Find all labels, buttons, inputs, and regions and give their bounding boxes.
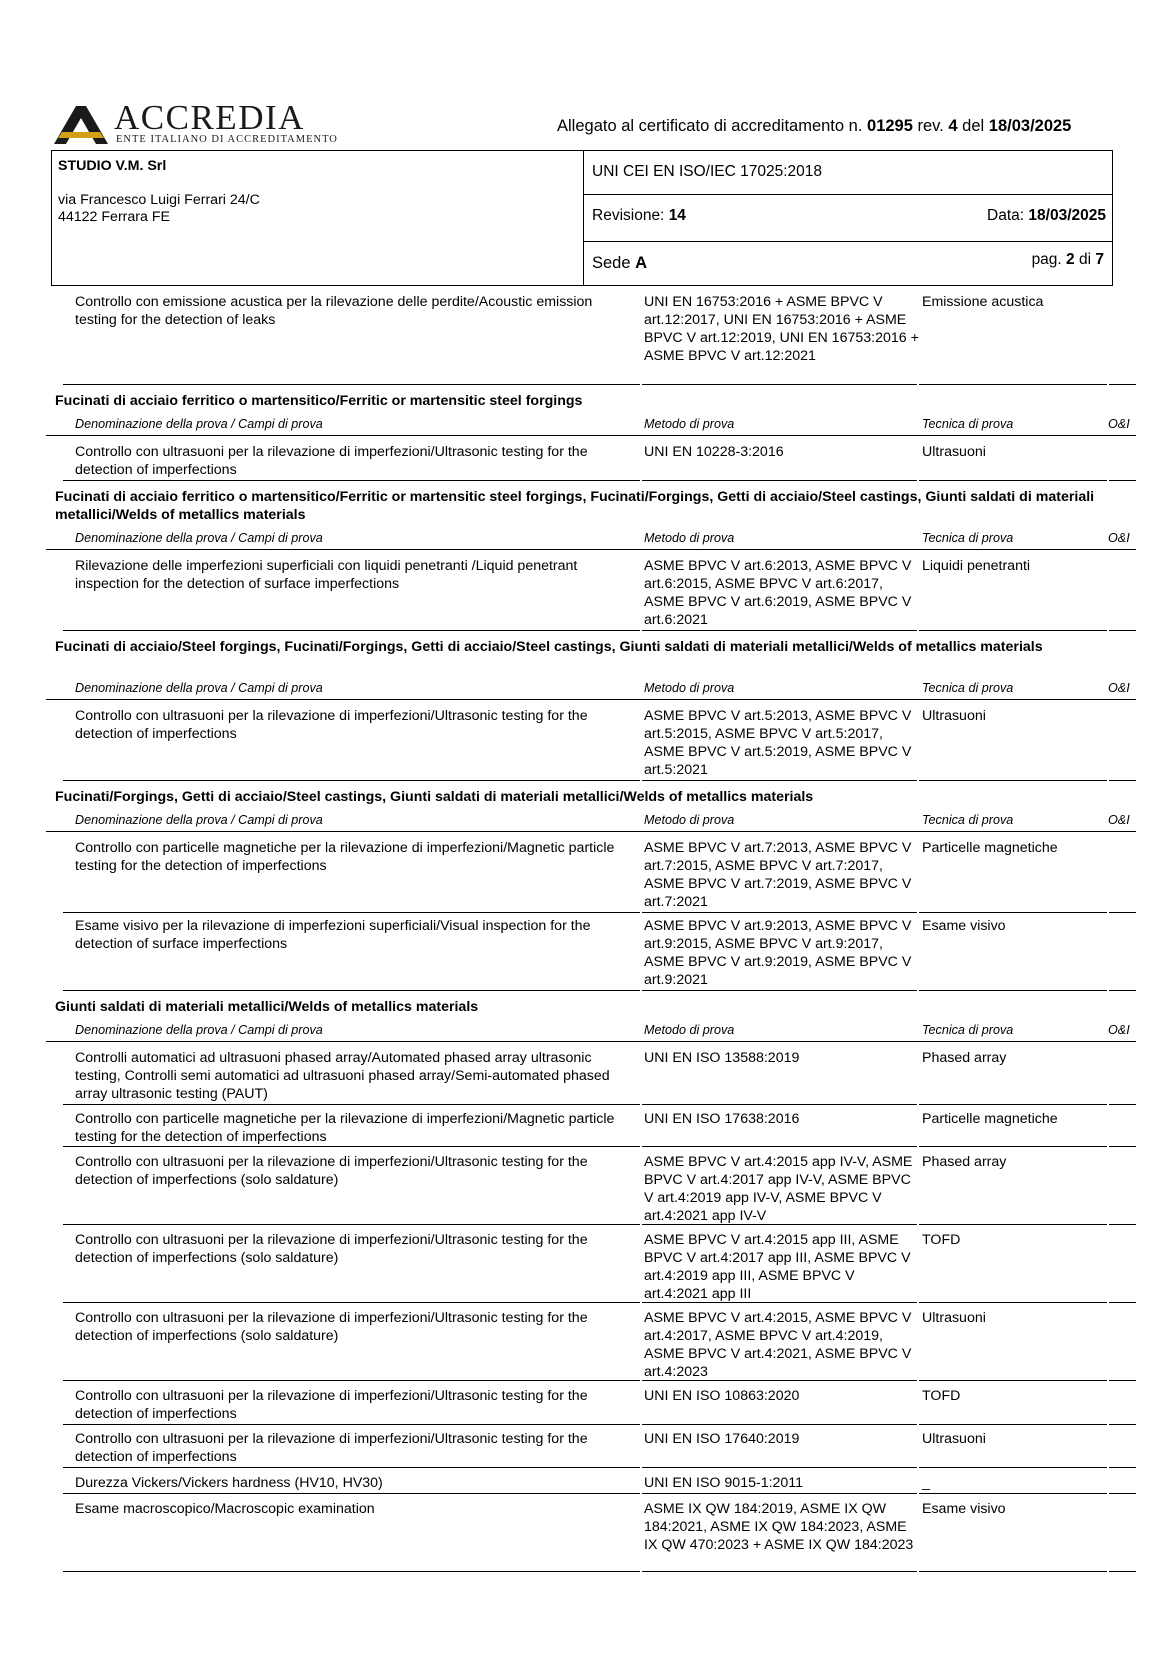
test-method: UNI EN ISO 17638:2016 [644,1111,800,1127]
logo-subtitle: ENTE ITALIANO DI ACCREDITAMENTO [116,134,338,145]
test-technique: Esame visivo [922,918,1006,934]
test-method: ASME BPVC V art.7:2013, ASME BPVC V art.7:2015, ASME BPVC V art.7:2017, ASME BPVC V art.7:2019, ASME BPVC V art.7:2021 [644,840,912,910]
test-technique: _ [922,1475,930,1491]
column-header-method: Metodo di prova [644,681,735,695]
section-title: Fucinati di acciaio ferritico o martensitico/Ferritic or martensitic steel forgings [55,393,583,409]
test-technique: Phased array [922,1050,1007,1066]
site: Sede A [592,254,648,272]
section-title: Fucinati/Forgings, Getti di acciaio/Steel castings, Giunti saldati di materiali metallici/Welds of metallics materials [55,789,814,805]
column-header-test: Denominazione della prova / Campi di prova [75,417,323,431]
column-header-technique: Tecnica di prova [922,531,1014,545]
section-title: Fucinati di acciaio ferritico o martensitico/Ferritic or martensitic steel forgings, Fucinati/Forgings, Getti di acciaio/Steel castings, Giunti saldati di materiali metallici/Welds of metallics materials [55,489,1095,523]
test-technique: Ultrasuoni [922,1431,986,1447]
test-technique: TOFD [922,1232,961,1248]
test-method: UNI EN 10228-3:2016 [644,444,784,460]
column-header-test: Denominazione della prova / Campi di prova [75,813,323,827]
test-technique: Emissione acustica [922,294,1044,310]
column-header-method: Metodo di prova [644,531,735,545]
test-technique: Particelle magnetiche [922,840,1058,856]
standard-label: UNI CEI EN ISO/IEC 17025:2018 [592,163,823,180]
column-header-technique: Tecnica di prova [922,417,1014,431]
test-method: ASME IX QW 184:2019, ASME IX QW 184:2021, ASME IX QW 184:2023, ASME IX QW 470:2023 + ASME IX QW 184:2023 [644,1501,914,1553]
column-header-method: Metodo di prova [644,1023,735,1037]
test-technique: Esame visivo [922,1501,1006,1517]
column-header-test: Denominazione della prova / Campi di prova [75,1023,323,1037]
test-method: ASME BPVC V art.4:2015 app III, ASME BPVC V art.4:2017 app III, ASME BPVC V art.4:2019 app III, ASME BPVC V art.4:2021 app III [644,1232,911,1302]
test-method: UNI EN ISO 10863:2020 [644,1388,800,1404]
test-method: UNI EN 16753:2016 + ASME BPVC V art.12:2017, UNI EN 16753:2016 + ASME BPVC V art.12:2019, UNI EN 16753:2016 + ASME BPVC V art.12:2021 [644,294,919,364]
test-technique: Ultrasuoni [922,444,986,460]
column-header-technique: Tecnica di prova [922,1023,1014,1037]
page-number: pag. 2 di 7 [1031,251,1104,268]
certificate-line: Allegato al certificato di accreditamento n. 01295 rev. 4 del 18/03/2025 [557,117,1072,135]
test-name: Controllo con ultrasuoni per la rilevazione di imperfezioni/Ultrasonic testing for the detection of imperfections (solo saldature) [75,1232,588,1266]
issue-date: Data: 18/03/2025 [987,207,1106,224]
column-header-technique: Tecnica di prova [922,813,1014,827]
test-method: ASME BPVC V art.9:2013, ASME BPVC V art.9:2015, ASME BPVC V art.9:2017, ASME BPVC V art.9:2019, ASME BPVC V art.9:2021 [644,918,912,988]
column-header-oi: O&I [1108,417,1130,431]
test-technique: Liquidi penetranti [922,558,1031,574]
column-header-method: Metodo di prova [644,417,735,431]
address-line-1: via Francesco Luigi Ferrari 24/C [58,192,260,208]
test-method: UNI EN ISO 13588:2019 [644,1050,800,1066]
test-name: Controllo con emissione acustica per la rilevazione delle perdite/Acoustic emission testing for the detection of leaks [75,294,593,328]
test-technique: Ultrasuoni [922,1310,986,1326]
test-name: Controllo con particelle magnetiche per la rilevazione di imperfezioni/Magnetic particle testing for the detection of imperfections [75,840,615,874]
test-method: ASME BPVC V art.6:2013, ASME BPVC V art.6:2015, ASME BPVC V art.6:2017, ASME BPVC V art.6:2019, ASME BPVC V art.6:2021 [644,558,912,628]
column-header-oi: O&I [1108,531,1130,545]
column-header-oi: O&I [1108,1023,1130,1037]
test-name: Esame visivo per la rilevazione di imperfezioni superficiali/Visual inspection for the detection of surface imperfections [75,918,591,952]
test-name: Controllo con ultrasuoni per la rilevazione di imperfezioni/Ultrasonic testing for the detection of imperfections [75,1431,588,1465]
test-technique: Particelle magnetiche [922,1111,1058,1127]
accredia-logo-icon [52,106,110,146]
test-name: Controllo con ultrasuoni per la rilevazione di imperfezioni/Ultrasonic testing for the detection of imperfections (solo saldature) [75,1154,588,1188]
address-line-2: 44122 Ferrara FE [58,209,170,225]
test-method: UNI EN ISO 9015-1:2011 [644,1475,804,1491]
test-name: Controllo con ultrasuoni per la rilevazione di imperfezioni/Ultrasonic testing for the detection of imperfections (solo saldature) [75,1310,588,1344]
column-header-method: Metodo di prova [644,813,735,827]
test-name: Durezza Vickers/Vickers hardness (HV10, HV30) [75,1475,383,1491]
test-method: UNI EN ISO 17640:2019 [644,1431,800,1447]
logo-wordmark: ACCREDIA [114,98,305,137]
test-name: Esame macroscopico/Macroscopic examination [75,1501,375,1517]
test-name: Controllo con ultrasuoni per la rilevazione di imperfezioni/Ultrasonic testing for the detection of imperfections [75,708,588,742]
column-header-oi: O&I [1108,813,1130,827]
test-technique: Ultrasuoni [922,708,986,724]
test-name: Controllo con ultrasuoni per la rilevazione di imperfezioni/Ultrasonic testing for the detection of imperfections [75,1388,588,1422]
test-name: Controllo con ultrasuoni per la rilevazione di imperfezioni/Ultrasonic testing for the detection of imperfections [75,444,588,478]
revision: Revisione: 14 [592,207,686,224]
column-header-test: Denominazione della prova / Campi di prova [75,681,323,695]
section-title: Giunti saldati di materiali metallici/Welds of metallics materials [55,999,479,1015]
test-name: Rilevazione delle imperfezioni superficiali con liquidi penetranti /Liquid penetrant inspection for the detection of surface imperfections [75,558,578,592]
column-header-oi: O&I [1108,681,1130,695]
column-header-test: Denominazione della prova / Campi di prova [75,531,323,545]
test-method: ASME BPVC V art.5:2013, ASME BPVC V art.5:2015, ASME BPVC V art.5:2017, ASME BPVC V art.5:2019, ASME BPVC V art.5:2021 [644,708,912,778]
test-technique: Phased array [922,1154,1007,1170]
company-name: STUDIO V.M. Srl [58,158,167,174]
test-name: Controllo con particelle magnetiche per la rilevazione di imperfezioni/Magnetic particle testing for the detection of imperfections [75,1111,615,1145]
column-header-technique: Tecnica di prova [922,681,1014,695]
accredia-logo [52,98,342,150]
test-method: ASME BPVC V art.4:2015, ASME BPVC V art.4:2017, ASME BPVC V art.4:2019, ASME BPVC V art.4:2021, ASME BPVC V art.4:2023 [644,1310,912,1380]
section-title: Fucinati di acciaio/Steel forgings, Fucinati/Forgings, Getti di acciaio/Steel castings, Giunti saldati di materiali metallici/Welds of metallics materials [55,639,1043,655]
test-method: ASME BPVC V art.4:2015 app IV-V, ASME BPVC V art.4:2017 app IV-V, ASME BPVC V art.4:2019 app IV-V, ASME BPVC V art.4:2021 app IV-V [644,1154,913,1224]
test-name: Controlli automatici ad ultrasuoni phased array/Automated phased array ultrasonic testing, Controlli semi automatici ad ultrasuoni phased array/Semi-automated phased array ultrasonic testing (PAUT) [75,1050,610,1102]
lab-info-box [51,150,1113,286]
test-technique: TOFD [922,1388,961,1404]
